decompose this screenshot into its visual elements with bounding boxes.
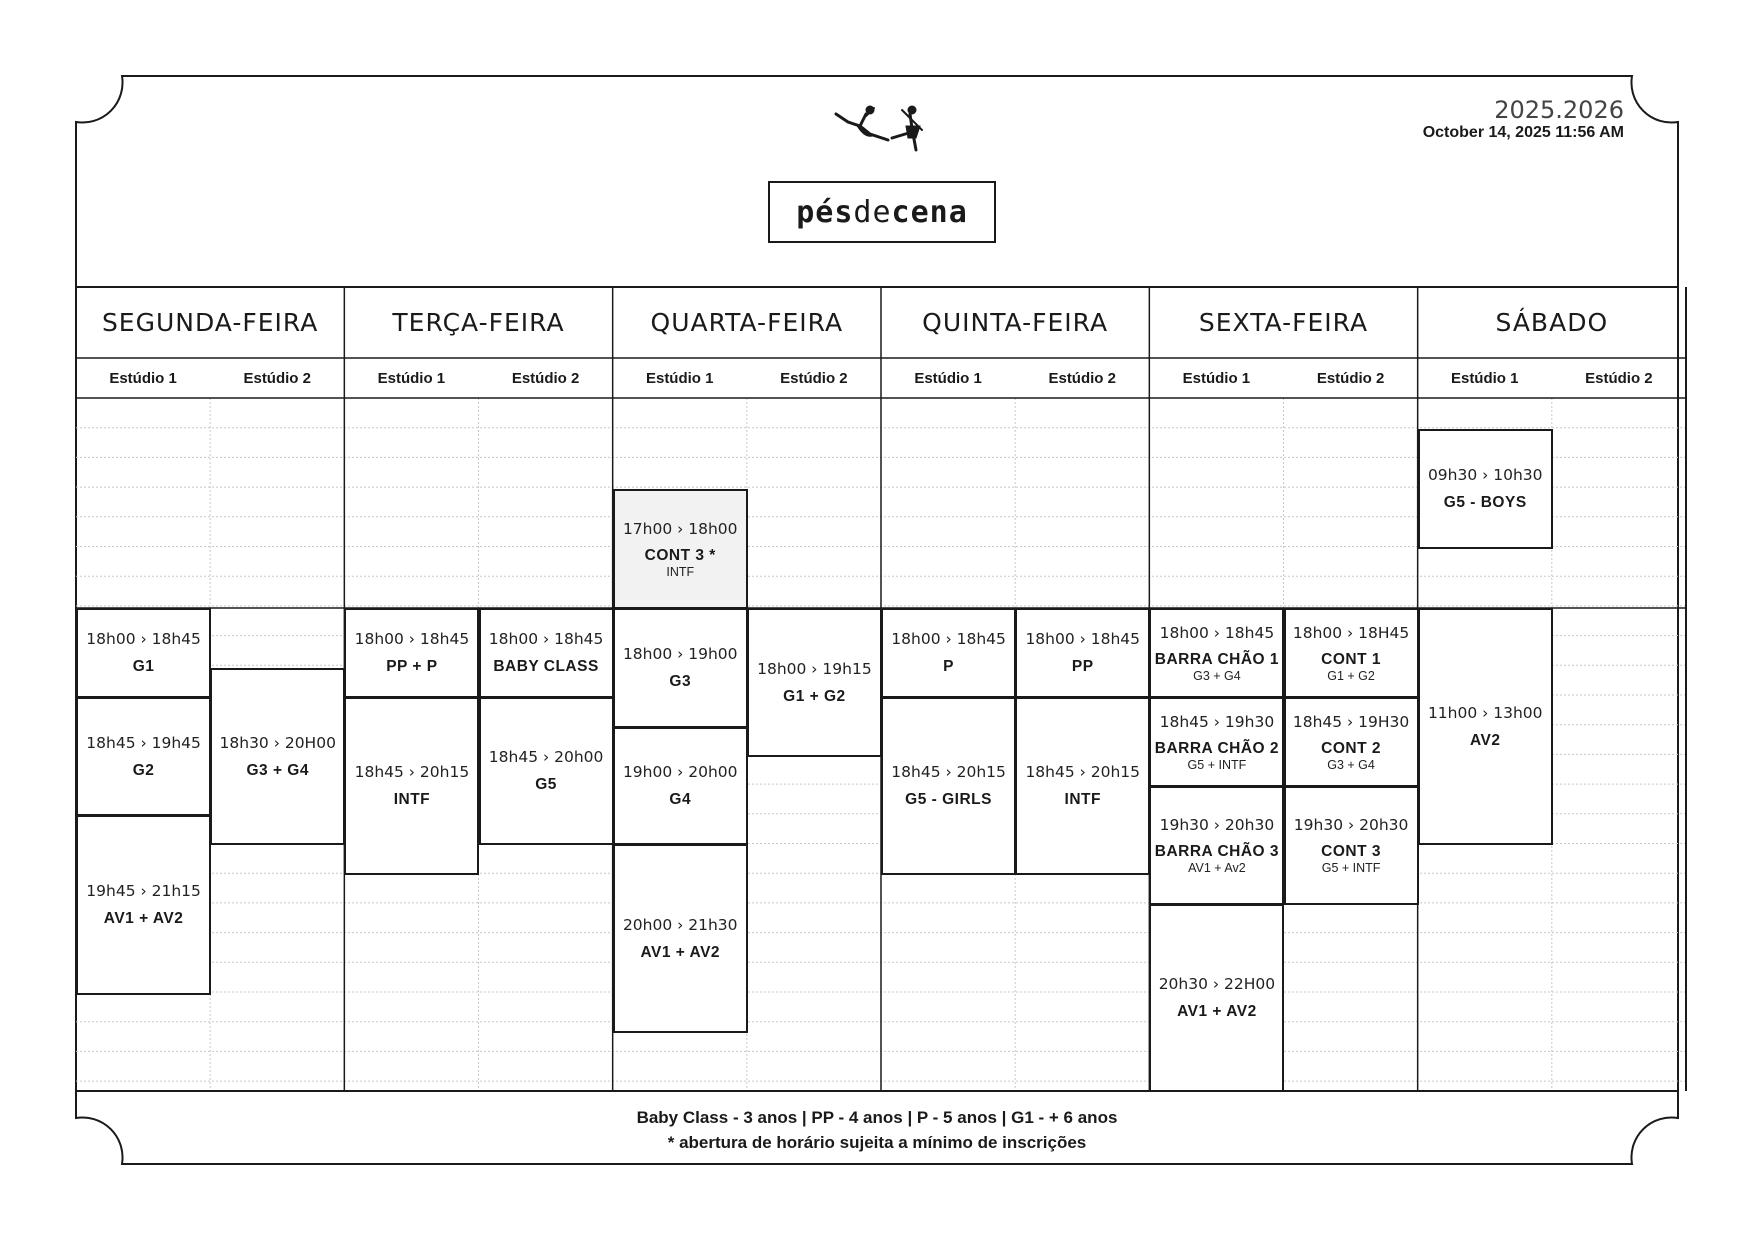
class-block [1149,608,1284,698]
class-name: PP + P [386,658,438,675]
class-name: G5 - BOYS [1443,494,1527,511]
class-time: 18h00 › 18h45 [488,630,604,648]
class-time: 18h45 › 20h00 [488,748,604,766]
class-time: 20h00 › 21h30 [622,915,738,934]
class-name: BABY CLASS [493,658,599,675]
class-block [1284,608,1419,698]
class-block [1149,786,1284,905]
class-block [1418,608,1553,845]
class-block [747,608,882,757]
class-time: 18h30 › 20H00 [219,733,336,752]
day-header: QUINTA-FEIRA [922,307,1109,337]
class-name: G1 [132,658,155,675]
class-time: 19h45 › 21h15 [86,882,201,900]
class-groups: INTF [666,564,695,579]
logo-part-de: de [853,194,892,230]
class-block [1149,697,1284,787]
class-block [1015,608,1150,698]
class-groups: G5 + INTF [1321,861,1381,875]
age-legend: Baby Class - 3 anos | PP - 4 anos | P - 5 anos | G1 - + 6 anos [636,1108,1118,1127]
class-groups: G3 + G4 [1327,757,1375,772]
class-time: 18h00 › 19h15 [757,659,872,678]
class-name: CONT 3 * [644,546,716,564]
class-block [344,608,479,698]
class-time: 18h00 › 18h45 [1159,623,1275,642]
class-block [613,727,748,845]
studio-header: Estúdio 1 [645,369,714,387]
class-time: 09h30 › 10h30 [1427,466,1543,484]
enrolment-note: * abertura de horário sujeita a mínimo de inscrições [667,1133,1087,1152]
class-name: PP [1071,658,1094,675]
class-block [613,489,748,609]
class-name: G5 [535,776,557,793]
class-name: BARRA CHÃO 3 [1154,843,1280,860]
class-time: 18h45 › 19h30 [1159,712,1275,731]
class-block [210,668,345,845]
studio-header: Estúdio 2 [1316,369,1385,387]
class-name: AV2 [1469,731,1501,749]
class-name: G1 + G2 [783,687,846,705]
studio-header: Estúdio 1 [109,369,177,387]
timestamp: October 14, 2025 11:56 AM [1422,124,1624,141]
class-block [613,608,748,728]
class-time: 18h45 › 20h15 [891,763,1006,781]
studio-header: Estúdio 2 [511,369,580,387]
class-name: INTF [393,791,431,808]
day-header: TERÇA-FEIRA [392,307,565,337]
class-name: BARRA CHÃO 1 [1154,650,1280,668]
class-time: 20h30 › 22H00 [1158,975,1276,993]
dancers-icon [830,104,934,166]
class-time: 19h30 › 20h30 [1159,816,1275,834]
class-name: CONT 2 [1321,739,1381,757]
logo-part-pes: pés [796,194,854,230]
class-block [1284,786,1419,905]
class-groups: AV1 + Av2 [1188,861,1246,875]
studio-header: Estúdio 1 [914,369,982,387]
class-block [1418,429,1553,549]
logo-part-cena: cena [891,194,968,230]
class-time: 18h00 › 18h45 [86,630,201,648]
class-name: P [943,658,954,675]
class-block [76,697,211,816]
brand-logo [768,181,996,243]
studio-header: Estúdio 1 [1450,369,1519,387]
class-groups: G5 + INTF [1187,757,1247,772]
class-time: 18h45 › 20h15 [1025,763,1141,781]
class-block [881,608,1016,698]
class-name: CONT 3 [1321,843,1381,860]
class-time: 18h00 › 18h45 [891,630,1006,648]
class-time: 18h00 › 18h45 [1025,630,1141,648]
studio-header: Estúdio 2 [780,369,848,387]
class-block [344,697,479,875]
class-name: AV1 + AV2 [640,943,721,961]
studio-header: Estúdio 1 [1182,369,1251,387]
class-block [1284,697,1419,787]
studio-header: Estúdio 2 [1585,369,1653,387]
class-name: G5 - GIRLS [905,791,992,808]
class-time: 18h45 › 19H30 [1292,712,1410,731]
class-groups: G1 + G2 [1327,668,1375,683]
day-header: QUARTA-FEIRA [650,307,844,337]
class-time: 19h30 › 20h30 [1293,816,1409,834]
season-label: 2025.2026 [1494,96,1624,124]
class-time: 19h00 › 20h00 [622,763,738,781]
class-block [1015,697,1150,875]
studio-header: Estúdio 2 [243,369,311,387]
class-name: INTF [1064,791,1101,808]
class-block [76,608,211,698]
class-name: AV1 + AV2 [103,910,184,927]
day-header: SÁBADO [1495,307,1609,337]
class-time: 17h00 › 18h00 [622,519,738,538]
class-time: 18h45 › 19h45 [86,733,201,752]
class-block [76,815,211,995]
day-header: SEGUNDA-FEIRA [101,307,319,337]
class-name: G3 [669,673,692,690]
class-name: AV1 + AV2 [1177,1003,1257,1020]
class-groups: G3 + G4 [1193,668,1241,683]
class-name: G2 [132,761,155,779]
class-time: 18h00 › 19h00 [622,645,738,663]
class-block [1149,904,1284,1092]
class-time: 18h00 › 18H45 [1292,623,1410,642]
class-time: 18h00 › 18h45 [354,630,470,648]
class-block [613,844,748,1033]
class-block [881,697,1016,875]
class-time: 11h00 › 13h00 [1427,703,1543,722]
studio-header: Estúdio 2 [1048,369,1116,387]
class-block [479,608,614,698]
class-time: 18h45 › 20h15 [354,763,470,781]
class-name: BARRA CHÃO 2 [1154,739,1280,757]
class-name: CONT 1 [1321,650,1381,668]
class-block [479,697,614,845]
class-name: G4 [669,791,692,808]
studio-header: Estúdio 1 [377,369,446,387]
class-name: G3 + G4 [246,761,309,779]
day-header: SEXTA-FEIRA [1198,307,1369,337]
